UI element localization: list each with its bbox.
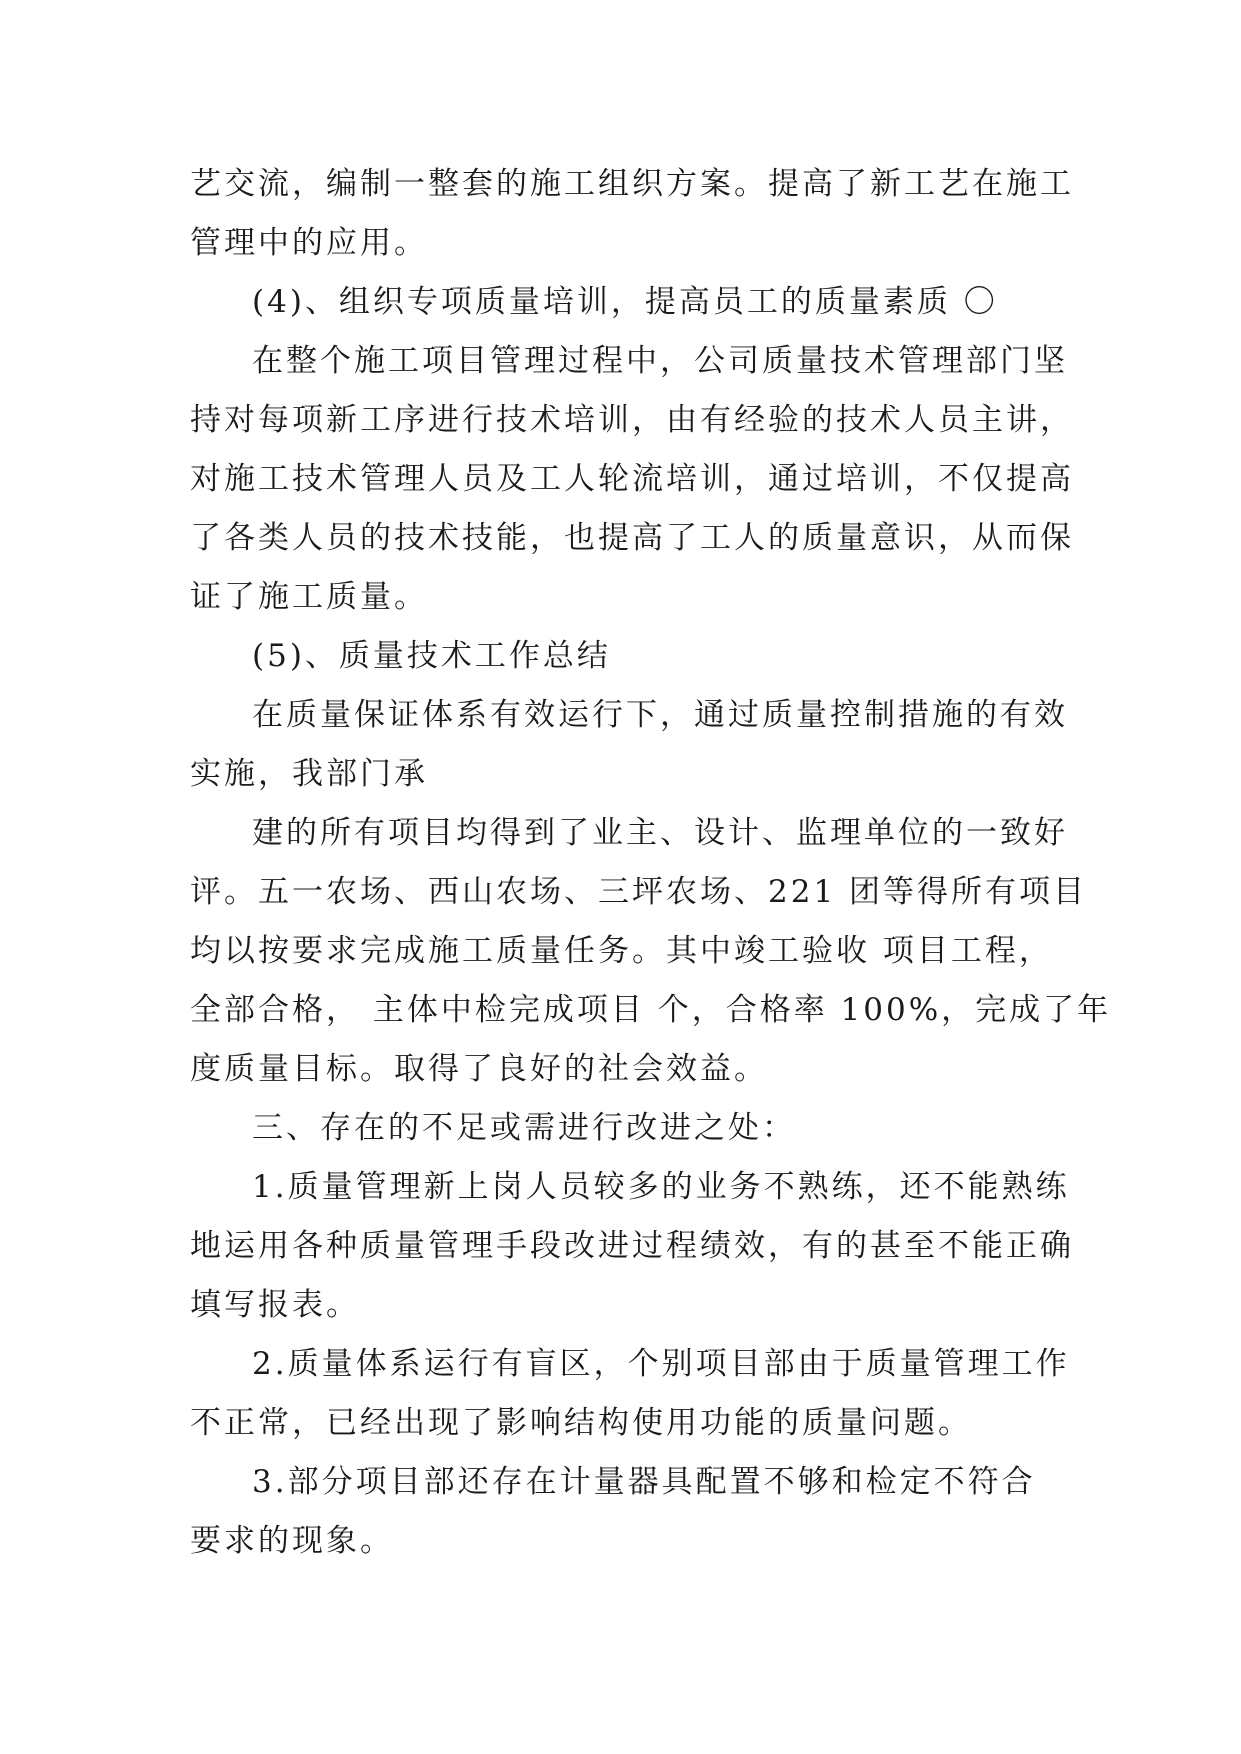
text-line: 要求的现象。 (190, 1523, 394, 1559)
text-line: 评。五一农场、西山农场、三坪农场、221 团等得所有项目 (190, 874, 1088, 910)
text-line: 在整个施工项目管理过程中，公司质量技术管理部门坚 (252, 343, 1068, 379)
text-line: 均以按要求完成施工质量任务。其中竣工验收 项目工程， (190, 933, 1053, 969)
text-line: 建的所有项目均得到了业主、设计、监理单位的一致好 (252, 815, 1068, 851)
list-item-3: 3.部分项目部还存在计量器具配置不够和检定不符合 (252, 1464, 1036, 1500)
text-line: 了各类人员的技术技能，也提高了工人的质量意识，从而保 (190, 520, 1074, 556)
text-line: 持对每项新工序进行技术培训，由有经验的技术人员主讲， (190, 402, 1074, 438)
section-heading-5: (5)、质量技术工作总结 (252, 638, 611, 674)
text-line: 管理中的应用。 (190, 225, 428, 261)
document-body (190, 155, 1112, 1571)
text-line: 地运用各种质量管理手段改进过程绩效，有的甚至不能正确 (190, 1228, 1074, 1264)
text-line: 在质量保证体系有效运行下，通过质量控制措施的有效 (252, 697, 1068, 733)
text-line: 实施，我部门承 (190, 756, 428, 792)
text-line: 证了施工质量。 (190, 579, 428, 615)
text-line: 度质量目标。取得了良好的社会效益。 (190, 1051, 768, 1087)
text-line: 填写报表。 (190, 1287, 360, 1323)
text-line: 艺交流，编制一整套的施工组织方案。提高了新工艺在施工 (190, 166, 1074, 202)
section-heading-4: (4)、组织专项质量培训，提高员工的质量素质 〇 (252, 284, 998, 320)
text-line: 全部合格， 主体中检完成项目 个，合格率 100%，完成了年 (190, 992, 1112, 1028)
text-line: 不正常，已经出现了影响结构使用功能的质量问题。 (190, 1405, 972, 1441)
text-line: 对施工技术管理人员及工人轮流培训，通过培训，不仅提高 (190, 461, 1074, 497)
section-heading-3: 三、存在的不足或需进行改进之处： (252, 1110, 796, 1146)
list-item-1: 1.质量管理新上岗人员较多的业务不熟练，还不能熟练 (252, 1169, 1070, 1205)
list-item-2: 2.质量体系运行有盲区，个别项目部由于质量管理工作 (252, 1346, 1070, 1382)
